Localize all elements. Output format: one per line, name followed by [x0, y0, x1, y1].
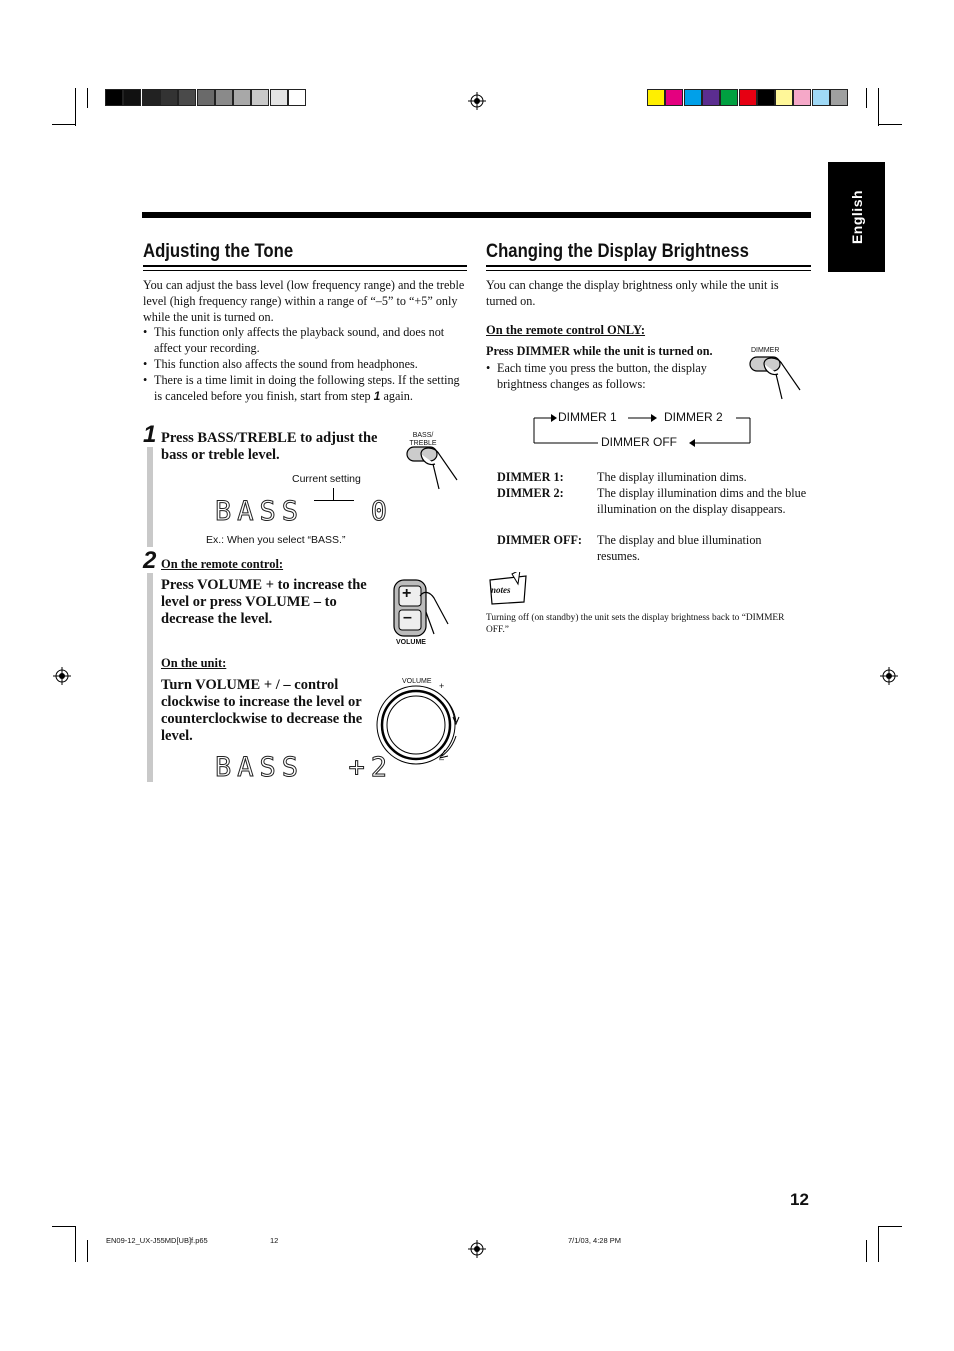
gray-swatch	[233, 89, 251, 106]
knob-plus-label: +	[439, 681, 445, 691]
list-item: • There is a time limit in doing the following steps. If the setting is canceled before you finish, start from step 1 again.	[143, 373, 460, 403]
gray-swatch	[142, 89, 160, 106]
registration-mark-icon	[468, 92, 486, 110]
section-title-tone: Adjusting the Tone	[143, 241, 294, 262]
notes-label: notes	[491, 585, 511, 595]
language-tab-label: English	[848, 189, 865, 245]
definition-desc: The display illumination dims.	[597, 470, 747, 484]
bass-treble-button-label: BASS/ TREBLE	[409, 432, 437, 447]
title-rule	[143, 270, 467, 271]
volume-minus-label: –	[403, 609, 412, 626]
flow-step-dimmer-off: DIMMER OFF	[601, 435, 677, 449]
step-number: 1	[143, 421, 157, 448]
color-swatch	[793, 89, 811, 106]
press-dimmer-instruction: Press DIMMER while the unit is turned on.	[486, 344, 713, 358]
unit-heading: On the unit:	[161, 656, 227, 670]
gray-swatch	[251, 89, 269, 106]
registration-mark-icon	[880, 667, 898, 685]
color-swatch	[775, 89, 793, 106]
flow-step-dimmer1: DIMMER 1	[558, 410, 617, 424]
color-swatch	[647, 89, 665, 106]
remote-only-heading: On the remote control ONLY:	[486, 323, 646, 337]
definition-term: DIMMER OFF:	[497, 533, 582, 547]
gray-swatch	[288, 89, 306, 106]
section-title-dimmer: Changing the Display Brightness	[486, 241, 749, 262]
language-tab	[828, 162, 885, 272]
lcd-caption: Ex.: When you select “BASS.”	[206, 534, 346, 546]
step-bar	[147, 447, 153, 547]
color-swatch	[757, 89, 775, 106]
gray-swatch	[178, 89, 196, 106]
finger-press-button-icon	[748, 354, 804, 400]
color-swatch	[702, 89, 720, 106]
gray-swatch	[197, 89, 215, 106]
gray-swatch	[270, 89, 288, 106]
step-bar	[147, 573, 153, 782]
gray-swatch	[105, 89, 123, 106]
volume-plus-label: +	[402, 585, 412, 602]
current-setting-label: Current setting	[292, 473, 361, 485]
color-swatch	[665, 89, 683, 106]
step1-instruction: Press BASS/TREBLE to adjust the bass or treble level.	[161, 430, 378, 463]
definition-term: DIMMER 2:	[497, 486, 564, 500]
footer-filename: EN09-12_UX-J55MD[UB]f.p65	[106, 1236, 208, 1245]
registration-mark-icon	[53, 667, 71, 685]
footer-page: 12	[270, 1236, 279, 1245]
tone-intro: You can adjust the bass level (low frequency range) and the treble level (high frequency range) within a range of “–5” to “+5” only while the unit is turned on.	[143, 278, 465, 324]
lcd-display-bass-plus2: BASS +2	[215, 752, 394, 783]
note-text: Turning off (on standby) the unit sets the display brightness back to “DIMMER OFF.”	[486, 613, 785, 635]
registration-mark-icon	[468, 1240, 486, 1258]
definition-term: DIMMER 1:	[497, 470, 564, 484]
list-item: • This function only affects the playback sound, and does not affect your recording.	[143, 325, 445, 355]
title-rule	[486, 265, 811, 267]
footer-date: 7/1/03, 4:28 PM	[568, 1236, 621, 1245]
color-swatch	[812, 89, 830, 106]
gray-swatch	[123, 89, 141, 106]
volume-button-label: VOLUME	[396, 639, 426, 646]
color-swatch	[720, 89, 738, 106]
gray-swatch	[215, 89, 233, 106]
title-rule	[143, 265, 467, 267]
step-number: 2	[143, 547, 157, 574]
color-swatch	[684, 89, 702, 106]
dimmer-button-label: DIMMER	[751, 347, 780, 354]
volume-knob-label: VOLUME	[402, 678, 432, 685]
lcd-display-bass: BASS 0	[215, 496, 394, 527]
definition-desc: The display illumination dims and the blue illumination on the display disappears.	[597, 486, 807, 516]
title-rule	[486, 270, 811, 271]
volume-button-icon	[390, 578, 460, 640]
remote-control-heading: On the remote control:	[161, 557, 284, 571]
step2-remote-instruction: Press VOLUME + to increase the level or press VOLUME – to decrease the level.	[161, 577, 367, 627]
color-swatch	[739, 89, 757, 106]
knob-minus-label: –	[439, 754, 445, 764]
step2-unit-instruction: Turn VOLUME + / – control clockwise to increase the level or counterclockwise to decrease the level.	[161, 677, 363, 744]
definition-desc: The display and blue illumination resumes.	[597, 533, 762, 563]
section-top-rule	[142, 212, 811, 218]
color-swatch	[830, 89, 848, 106]
flow-step-dimmer2: DIMMER 2	[664, 410, 723, 424]
list-item: • Each time you press the button, the display brightness changes as follows:	[486, 361, 707, 391]
gray-swatch	[160, 89, 178, 106]
page-number: 12	[790, 1190, 809, 1209]
dimmer-intro: You can change the display brightness only while the unit is turned on.	[486, 278, 779, 308]
list-item: • This function also affects the sound from headphones.	[143, 357, 418, 371]
finger-press-button-icon	[405, 444, 461, 490]
